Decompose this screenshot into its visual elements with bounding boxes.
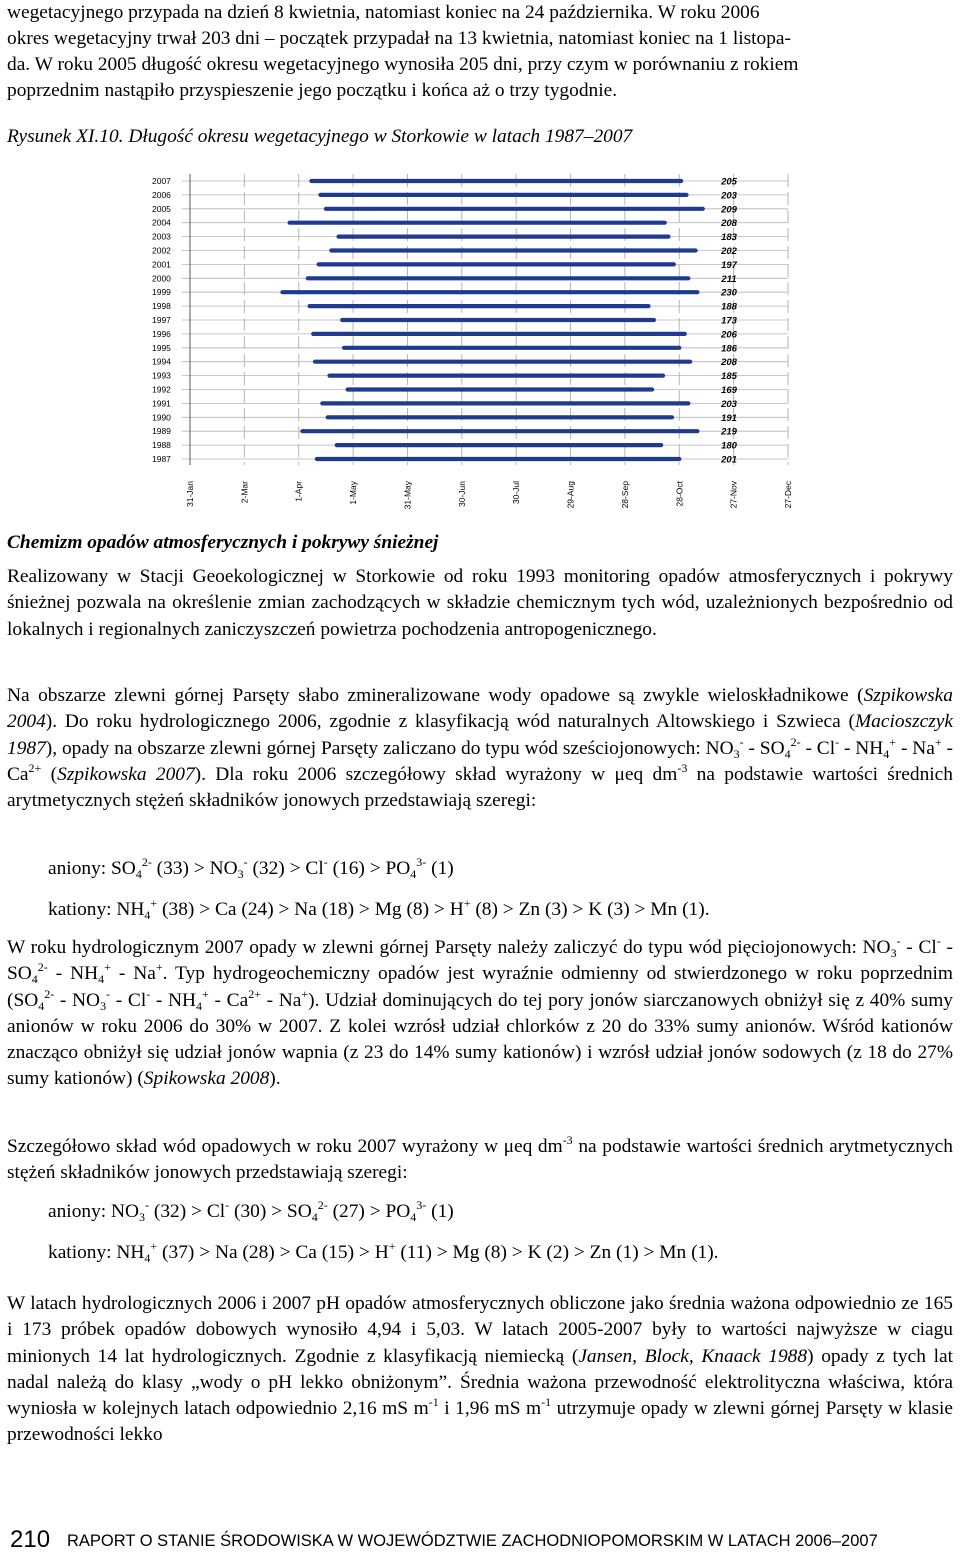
- year-label: 1993: [152, 370, 171, 381]
- season-length-label: 186: [721, 343, 737, 355]
- citation: Szpikowska 2004: [7, 685, 953, 733]
- season-length-label: 197: [721, 259, 737, 271]
- season-length-label: 185: [721, 371, 737, 383]
- x-tick-label: 30-Jun: [456, 481, 467, 507]
- citation: Jansen, Block, Knaack 1988: [578, 1345, 808, 1367]
- season-length-label: 188: [721, 301, 737, 313]
- year-label: 1991: [152, 398, 171, 409]
- year-label: 2000: [152, 273, 171, 284]
- year-label: 1997: [152, 315, 171, 325]
- x-tick-label: 2-Mar: [239, 481, 250, 504]
- x-tick-label: 1-May: [348, 481, 359, 505]
- year-label: 2005: [152, 203, 171, 214]
- section-heading: Chemizm opadów atmosferycznych i pokrywy śnieżnej: [7, 532, 439, 553]
- year-label: 1990: [152, 412, 171, 423]
- year-label: 2002: [152, 245, 171, 256]
- paragraph-ion-types-2006: Na obszarze zlewni górnej Parsęty słabo zmineralizowane wody opadowe są zwykle wieloskładnikowe (Szpikowska 2004). Do roku hydrologicznego 2006, zgodnie z klasyfikacją wód naturalnych Altowskiego i Szwieca (Macioszczyk 1987), opady na obszarze zlewni górnej Parsęty zaliczano do typu wód sześciojonowych: $NO_3^- - SO_4^{2-} - Cl^- - NH_4^+ - Na^+ - Ca^{2+}$ (Szpikowska 2007). Dla roku 2006 szczegółowy skład wyrażony w μeq $dm^{-3}$ na podstawie wartości średnich arytmetycznych stężeń składników jonowych przedstawiają szeregi:: [7, 685, 953, 812]
- year-label: 2007: [152, 176, 171, 186]
- citation: Macioszczyk 1987: [7, 711, 953, 759]
- page-number: 210: [10, 1526, 51, 1553]
- x-tick-label: 27-Nov: [728, 481, 739, 509]
- intro-line-2: okres wegetacyjny trwał 203 dni – początek przypadał na 13 kwietnia, natomiast koniec na 1 listopa-: [7, 28, 791, 49]
- intro-line-4: poprzednim nastąpiło przyspieszenie jego początku i końca aż o trzy tygodnie.: [7, 80, 618, 101]
- x-tick-label: 29-Aug: [565, 481, 576, 509]
- season-length-label: 208: [721, 357, 737, 369]
- paragraph-monitoring: Realizowany w Stacji Geoekologicznej w Storkowie od roku 1993 monitoring opadów atmosferycznych i pokrywy śnieżnej pozwala na określenie zmian zachodzących w składzie chemicznym tych wód, uzależnionych bezpośrednio od lokalnych i regionalnych zaniczyszczeń powietrza pochodzenia antropogenicznego.: [7, 566, 953, 640]
- figure-caption: Rysunek XI.10. Długość okresu wegetacyjnego w Storkowie w latach 1987–2007: [7, 126, 633, 147]
- year-label: 1988: [152, 440, 171, 451]
- cation-series-2007: kationy: $NH_4^+$ (37) > Na (28) > Ca (15) > H+ (11) > Mg (8) > K (2) > Zn (1) > Mn (1).: [48, 1239, 719, 1265]
- season-length-label: 201: [721, 454, 737, 466]
- x-tick-label: 31-May: [402, 481, 413, 510]
- x-tick-label: 27-Dec: [783, 481, 793, 509]
- season-length-label: 191: [721, 412, 737, 424]
- season-length-label: 208: [721, 218, 737, 230]
- season-length-label: 202: [721, 246, 737, 257]
- year-label: 1992: [152, 384, 171, 395]
- year-label: 1987: [152, 454, 171, 464]
- paragraph-ph-conductivity: W latach hydrologicznych 2006 i 2007 pH opadów atmosferycznych obliczone jako średnia ważona odpowiednio ze 165 i 173 próbek opadów dobowych wynosiło 4,94 i 5,03. W latach 2005-2007 były to wartości najwyższe w ciagu minionych 14 lat hydrologicznych. Zgodnie z klasyfikacją niemiecką (Jansen, Block, Knaack 1988) opady z tych lat nadal należą do klasy „wody o pH lekko obniżonym”. Średnia ważona przewodność elektrolityczna właściwa, która wyniosła w kolejnych latach odpowiednio 2,16 mS $m^{-1}$ i 1,96 mS $m^{-1}$ utrzymuje opady w zlewni górnej Parsęty w klasie przewodności lekko: [7, 1293, 954, 1446]
- intro-line-1: wegetacyjnego przypada na dzień 8 kwietnia, natomiast koniec na 24 października. W roku 2006: [7, 2, 760, 23]
- season-length-label: 230: [721, 287, 737, 299]
- year-label: 1989: [152, 426, 171, 437]
- season-length-label: 206: [721, 329, 737, 341]
- intro-line-3: da. W roku 2005 długość okresu wegetacyjnego wynosiła 205 dni, przy czym w porównaniu z rokiem: [7, 54, 799, 75]
- year-label: 1998: [152, 301, 171, 312]
- anion-series-2007: aniony: $NO_3^-$ (32) > Cl- $(30) > SO_4^{2-}$ $(27) > PO_4^{3-}$ (1): [48, 1198, 454, 1224]
- year-label: 2006: [152, 189, 171, 200]
- paragraph-composition-2007: Szczegółowo skład wód opadowych w roku 2007 wyrażony w μeq $dm^{-3}$ na podstawie wartości średnich arytmetycznych stężeń składników jonowych przedstawiają szeregi:: [7, 1133, 953, 1184]
- x-tick-label: 31-Jan: [185, 481, 195, 507]
- season-length-label: 209: [721, 204, 737, 216]
- year-label: 2001: [152, 259, 171, 270]
- season-length-label: 180: [721, 440, 737, 452]
- vegetation-season-chart: [148, 170, 808, 520]
- season-length-label: 173: [721, 315, 737, 327]
- season-length-label: 203: [721, 190, 737, 202]
- season-length-label: 205: [721, 176, 737, 188]
- citation: Szpikowska 2007: [57, 763, 195, 785]
- citation: Spikowska 2008: [143, 1068, 270, 1090]
- x-tick-label: 28-Sep: [619, 481, 630, 509]
- year-label: 2004: [152, 217, 171, 228]
- year-label: 1994: [152, 356, 171, 367]
- season-length-label: 203: [721, 398, 737, 410]
- anion-series-2006: aniony: $SO_4^{2-}$ $(33) > NO_3^-$ (32) > Cl- $(16) > PO_4^{3-}$ (1): [48, 855, 454, 881]
- x-tick-label: 30-Jul: [511, 481, 522, 505]
- x-tick-label: 28-Oct: [674, 481, 685, 507]
- cation-series-2006: kationy: $NH_4^+$ (38) > Ca (24) > Na (18) > Mg (8) > H+ (8) > Zn (3) > K (3) > Mn (1).: [48, 896, 710, 922]
- year-label: 1999: [152, 287, 171, 298]
- season-length-label: 183: [721, 232, 737, 244]
- season-length-label: 211: [721, 273, 737, 285]
- x-tick-label: 1-Apr: [293, 481, 304, 502]
- season-length-label: 219: [721, 426, 737, 438]
- paragraph-ion-types-2007: W roku hydrologicznym 2007 opady w zlewni górnej Parsęty należy zaliczyć do typu wód pięciojonowych: $NO_3^- - Cl^- - SO_4^{2-} - NH_4^+ - Na^+$. Typ hydrogeochemiczny opadów jest wyraźnie odmienny od stwierdzonego w roku poprzednim $(SO_4^{2-} - NO_3^- - Cl^- - NH_4^+ - Ca^{2+} - Na^+)$. Udział dominujących do tej pory jonów siarczanowych obniżył się z 40% sumy anionów w roku 2006 do 30% w 2007. Z kolei wzrósł udział chlorków z 20 do 33% sumy anionów. Wśród kationów znacząco obniżył się udział jonów wapnia (z 23 do 14% sumy kationów) i wzrósł udział jonów sodowych (z 18 do 27% sumy kationów) (Spikowska 2008).: [7, 934, 953, 1090]
- season-length-label: 169: [721, 385, 737, 396]
- year-label: 1996: [152, 328, 171, 339]
- year-label: 1995: [152, 342, 171, 353]
- report-title: RAPORT O STANIE ŚRODOWISKA W WOJEWÓDZTWIE ZACHODNIOPOMORSKIM W LATACH 2006–2007: [67, 1532, 878, 1550]
- year-label: 2003: [152, 231, 171, 242]
